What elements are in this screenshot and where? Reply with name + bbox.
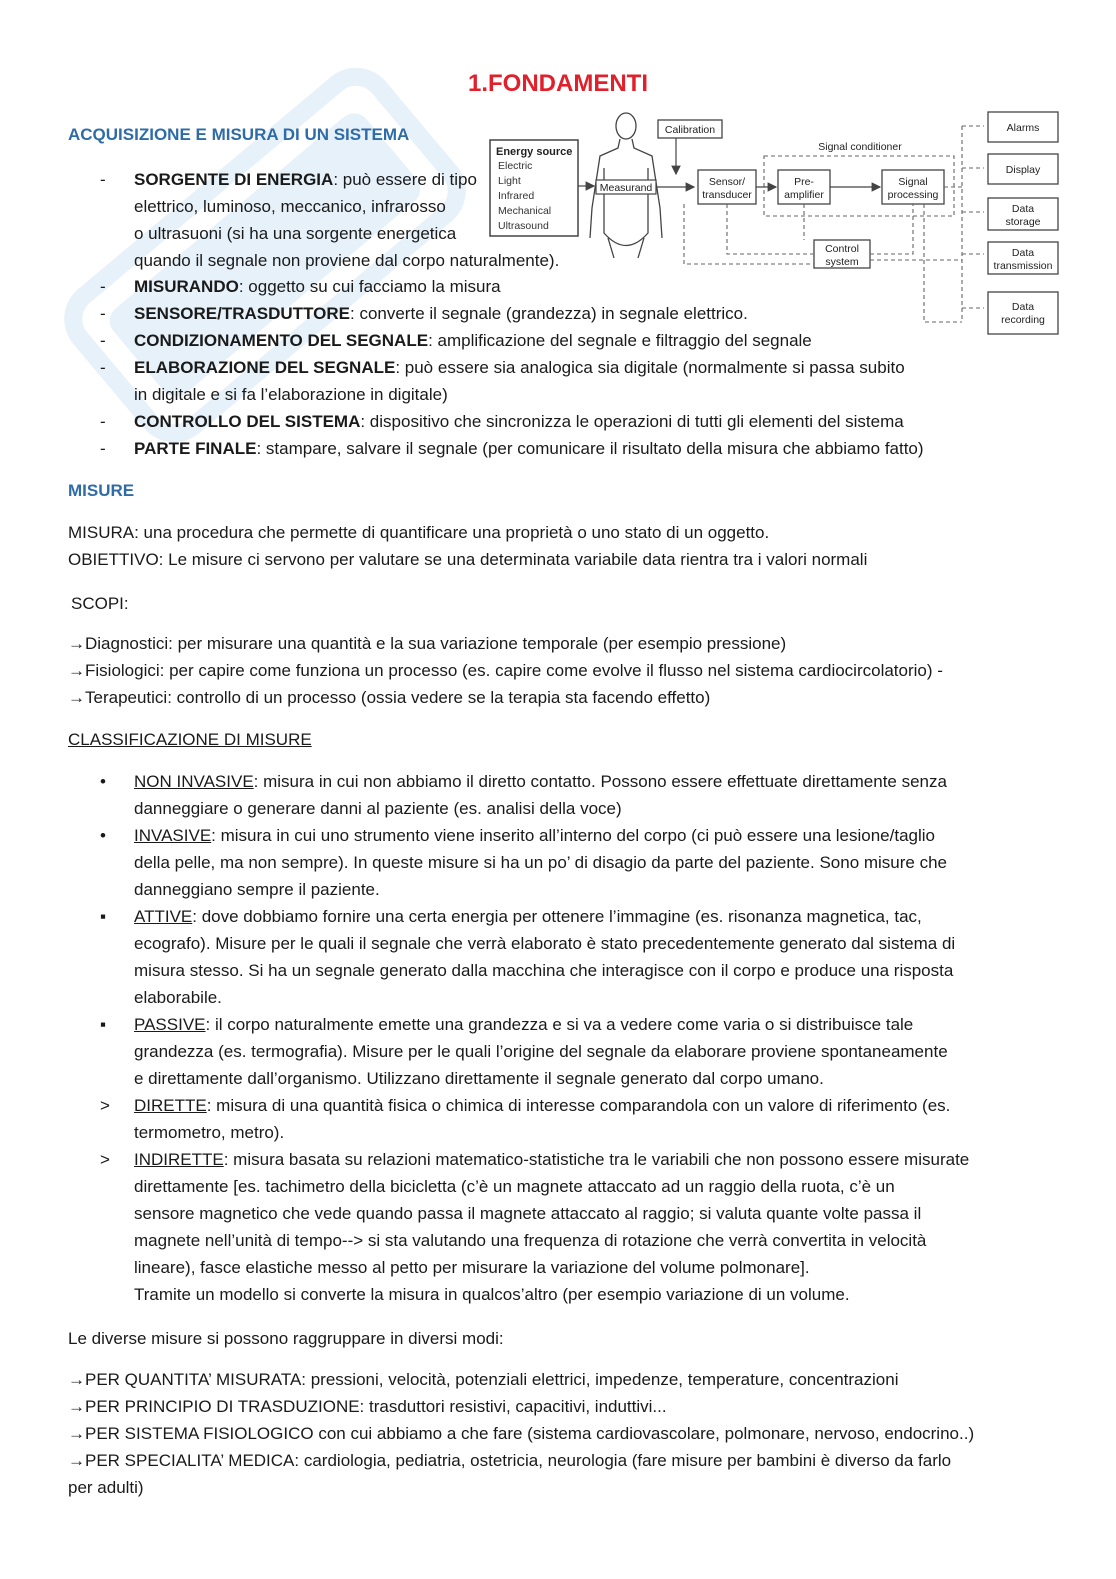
term: SENSORE/TRASDUTTORE xyxy=(134,304,350,323)
preamp-label: amplifier xyxy=(784,189,824,201)
list-item xyxy=(134,435,924,462)
item-text: : misura in cui uno strumento viene inserito all’interno del corpo (ci può essere una lesione/taglio xyxy=(211,826,935,845)
page-title: 1.FONDAMENTI xyxy=(468,70,648,97)
item-text: : misura di una quantità fisica o chimica di interesse comparandola con un valore di riferimento (es. xyxy=(206,1096,951,1115)
list-item xyxy=(134,408,904,435)
list-dash: - xyxy=(100,170,106,189)
list-marker: • xyxy=(100,772,106,791)
list-item xyxy=(134,795,622,822)
energy-source-label: Energy source xyxy=(496,146,573,158)
term: MISURANDO xyxy=(134,277,239,296)
recording-label: recording xyxy=(1001,314,1045,326)
scopo-item: →Terapeutici: controllo di un processo (ossia vedere se la terapia sta facendo effetto) xyxy=(68,688,711,707)
sensor-label: transducer xyxy=(702,189,752,201)
scopo-item: →Fisiologici: per capire come funziona un processo (es. capire come evolve il flusso nel sistema cardiocircolatorio) - xyxy=(68,661,943,680)
item-text: : il corpo naturalmente emette una grandezza e si va a vedere come varia o si distribuisce tale xyxy=(205,1015,914,1034)
term: NON INVASIVE xyxy=(134,772,254,791)
item-text: : amplificazione del segnale e filtraggio del segnale xyxy=(428,331,812,350)
list-item xyxy=(134,220,456,247)
list-item xyxy=(134,1227,926,1254)
list-item xyxy=(134,957,953,984)
energy-type: Light xyxy=(498,175,521,187)
list-dash: - xyxy=(100,412,106,431)
term: ATTIVE xyxy=(134,907,193,926)
section-heading-acquisizione: ACQUISIZIONE E MISURA DI UN SISTEMA xyxy=(68,125,410,144)
item-text: quando il segnale non proviene dal corpo naturalmente). xyxy=(134,251,560,270)
grouping-line: →PER PRINCIPIO DI TRASDUZIONE: trasduttori resistivi, capacitivi, induttivi... xyxy=(68,1397,667,1416)
item-text: magnete nell’unità di tempo--> si sta valutando una frequenza di rotazione che verrà convertita in velocità xyxy=(134,1231,927,1250)
list-item xyxy=(134,876,380,903)
energy-type: Electric xyxy=(498,160,533,172)
calibration-label: Calibration xyxy=(664,124,716,136)
transmission-label: transmission xyxy=(993,260,1053,272)
measurement-system-diagram xyxy=(488,108,1068,340)
list-marker: ▪ xyxy=(100,1015,107,1034)
item-text: Tramite un modello si converte la misura in qualcos’altro (per esempio variazione di un volume. xyxy=(134,1285,850,1304)
control-label: system xyxy=(825,256,859,268)
list-item xyxy=(134,930,955,957)
list-dash: - xyxy=(100,277,106,296)
grouping-intro: Le diverse misure si possono raggruppare in diversi modi: xyxy=(68,1329,504,1348)
list-item xyxy=(134,1281,850,1308)
list-item xyxy=(134,1200,921,1227)
list-item xyxy=(134,1173,895,1200)
item-text: grandezza (es. termografia). Misure per le quali l’origine del segnale da elaborare proviene spontaneamente xyxy=(134,1042,948,1061)
item-text: : stampare, salvare il segnale (per comunicare il risultato della misura che abbiamo fatto) xyxy=(256,439,924,458)
item-text: termometro, metro). xyxy=(134,1123,285,1142)
list-item xyxy=(134,273,501,300)
list-item xyxy=(134,354,905,381)
control-label: Control xyxy=(825,243,859,255)
list-item xyxy=(134,193,446,220)
list-item xyxy=(134,1119,284,1146)
term: ELABORAZIONE DEL SEGNALE xyxy=(134,358,396,377)
processing-label: Signal xyxy=(898,176,928,188)
item-text: misura stesso. Si ha un segnale generato dalla macchina che interagisce con il corpo e produce una risposta xyxy=(134,961,954,980)
item-text: o ultrasuoni (si ha una sorgente energetica xyxy=(134,224,457,243)
alarms-label: Alarms xyxy=(1006,122,1040,134)
storage-label: storage xyxy=(1005,216,1041,228)
list-item xyxy=(134,768,947,795)
transmission-label: Data xyxy=(1011,247,1035,259)
term: DIRETTE xyxy=(134,1096,207,1115)
list-item xyxy=(134,1146,969,1173)
list-item xyxy=(134,381,448,408)
item-text: : può essere di tipo xyxy=(333,170,477,189)
list-dash: - xyxy=(100,331,106,350)
grouping-line: →PER QUANTITA’ MISURATA: pressioni, velocità, potenziali elettrici, impedenze, temperature, concentrazioni xyxy=(68,1370,899,1389)
obiettivo-definition: OBIETTIVO: Le misure ci servono per valutare se una determinata variabile data rientra tra i valori normali xyxy=(68,550,868,569)
list-item xyxy=(134,1092,950,1119)
list-marker: ▪ xyxy=(100,907,107,926)
item-text: : dispositivo che sincronizza le operazioni di tutti gli elementi del sistema xyxy=(360,412,904,431)
sensor-label: Sensor/ xyxy=(708,176,746,188)
list-marker: > xyxy=(100,1150,110,1169)
list-item xyxy=(134,1038,948,1065)
item-text: : oggetto su cui facciamo la misura xyxy=(238,277,501,296)
item-text: lineare), fasce elastiche messo al petto per misurare la variazione del volume polmonare]. xyxy=(134,1258,810,1277)
item-text: elaborabile. xyxy=(134,988,222,1007)
scopi-label: SCOPI: xyxy=(71,594,129,613)
energy-type: Ultrasound xyxy=(498,220,549,232)
term: CONDIZIONAMENTO DEL SEGNALE xyxy=(134,331,429,350)
item-text: ecografo). Misure per le quali il segnale che verrà elaborato è stato precedentemente generato dal sistema di xyxy=(134,934,956,953)
classificazione-heading: CLASSIFICAZIONE DI MISURE xyxy=(68,730,312,749)
list-item xyxy=(134,849,947,876)
energy-type: Infrared xyxy=(498,190,535,202)
item-text: : misura in cui non abbiamo il diretto contatto. Possono essere effettuate direttamente senza xyxy=(253,772,947,791)
grouping-line: →PER SPECIALITA’ MEDICA: cardiologia, pediatria, ostetricia, neurologia (fare misure per bambini è diverso da farlo xyxy=(68,1451,952,1470)
preamp-label: Pre- xyxy=(794,176,814,188)
processing-label: processing xyxy=(887,189,939,201)
signal-conditioner-label: Signal conditioner xyxy=(818,141,902,153)
item-text: : misura basata su relazioni matematico-statistiche tra le variabili che non possono essere misurate xyxy=(223,1150,970,1169)
term: INVASIVE xyxy=(134,826,212,845)
list-dash: - xyxy=(100,358,106,377)
list-item xyxy=(134,166,477,193)
item-text: in digitale e si fa l’elaborazione in digitale) xyxy=(134,385,448,404)
list-item xyxy=(134,903,922,930)
term: PASSIVE xyxy=(134,1015,206,1034)
term: SORGENTE DI ENERGIA xyxy=(134,170,334,189)
item-text: sensore magnetico che vede quando passa il magnete attaccato al raggio; si valuta quante volte passa il xyxy=(134,1204,922,1223)
item-text: della pelle, ma non sempre). In queste misure si ha un po’ di disagio da parte del paziente. Sono misure che xyxy=(134,853,948,872)
item-text: danneggiare o generare danni al paziente (es. analisi della voce) xyxy=(134,799,622,818)
grouping-line: per adulti) xyxy=(68,1478,144,1497)
item-text: e direttamente dall’organismo. Utilizzano direttamente il segnale generato dal corpo umano. xyxy=(134,1069,824,1088)
storage-label: Data xyxy=(1011,203,1035,215)
item-text: danneggiano sempre il paziente. xyxy=(134,880,380,899)
list-marker: • xyxy=(100,826,106,845)
term: PARTE FINALE xyxy=(134,439,257,458)
list-item xyxy=(134,822,935,849)
section-heading-misure: MISURE xyxy=(68,481,135,500)
display-label: Display xyxy=(1005,164,1041,176)
measurand-label: Measurand xyxy=(599,182,653,194)
list-dash: - xyxy=(100,304,106,323)
recording-label: Data xyxy=(1011,301,1035,313)
item-text: : può essere sia analogica sia digitale (normalmente si passa subito xyxy=(395,358,905,377)
term: INDIRETTE xyxy=(134,1150,224,1169)
list-marker: > xyxy=(100,1096,110,1115)
list-item xyxy=(134,1011,913,1038)
item-text: : converte il segnale (grandezza) in segnale elettrico. xyxy=(350,304,748,323)
grouping-line: →PER SISTEMA FISIOLOGICO con cui abbiamo a che fare (sistema cardiovascolare, polmonare, nervoso, endocrino..) xyxy=(68,1424,975,1443)
item-text: : dove dobbiamo fornire una certa energia per ottenere l’immagine (es. risonanza magnetica, tac, xyxy=(192,907,922,926)
item-text: direttamente [es. tachimetro della bicicletta (c’è un magnete attaccato ad un raggio della ruota, c’è un xyxy=(134,1177,895,1196)
scopo-item: →Diagnostici: per misurare una quantità e la sua variazione temporale (per esempio pressione) xyxy=(68,634,787,653)
misura-definition: MISURA: una procedura che permette di quantificare una proprietà o uno stato di un oggetto. xyxy=(68,523,770,542)
term: CONTROLLO DEL SISTEMA xyxy=(134,412,361,431)
item-text: elettrico, luminoso, meccanico, infrarosso xyxy=(134,197,446,216)
list-item xyxy=(134,1254,810,1281)
list-item xyxy=(134,1065,824,1092)
energy-type: Mechanical xyxy=(498,205,552,217)
list-item xyxy=(134,984,222,1011)
list-dash: - xyxy=(100,439,106,458)
